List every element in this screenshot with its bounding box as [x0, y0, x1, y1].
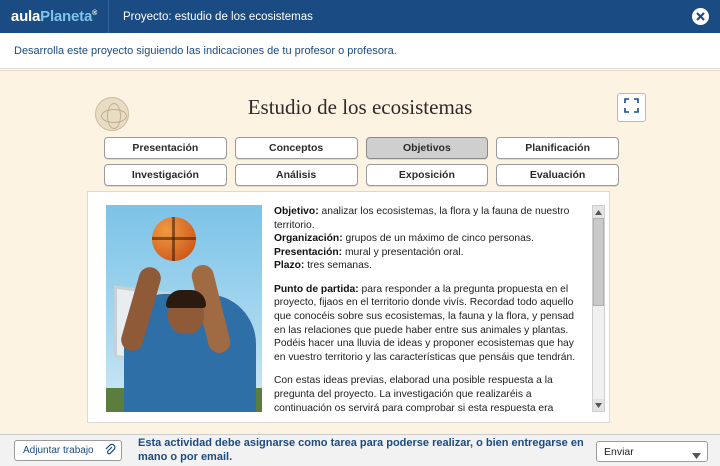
logo-planeta: Planeta: [40, 8, 93, 25]
label-organizacion: Organización:: [274, 233, 343, 245]
close-icon: [695, 11, 706, 22]
expand-button[interactable]: [617, 93, 646, 122]
basketball-photo: [106, 205, 262, 412]
logo-aula: aula: [10, 8, 41, 25]
paragraph-ideas-previas: [274, 374, 584, 412]
text-objetivo: analizar los ecosistemas, la flora y la fauna de nuestro territorio.: [274, 206, 570, 231]
page-title: Estudio de los ecosistemas: [247, 95, 473, 119]
paragraph-objetivos: [274, 205, 584, 273]
close-button[interactable]: [690, 6, 711, 27]
label-punto-de-partida: Punto de partida:: [274, 283, 359, 295]
logo-registered: ®: [92, 10, 98, 17]
text-ideas-previas: Con estas ideas previas, elaborad una posible respuesta a la pregunta del proyecto. La investigación que realizaréis a continuación os servirá para comprobar si esta respuesta era: [274, 375, 554, 412]
attach-icon: [103, 443, 116, 459]
attach-work-button[interactable]: [14, 440, 122, 461]
text-organizacion: grupos de un máximo de cinco personas.: [342, 233, 534, 245]
tab-row-2: [104, 164, 619, 186]
tab-presentacion[interactable]: Presentación: [104, 137, 227, 159]
document-area: [75, 79, 645, 429]
tab-analisis[interactable]: Análisis: [235, 164, 358, 186]
paragraph-punto-de-partida: [274, 283, 584, 364]
instruction-bar: [0, 33, 720, 69]
label-objetivo: Objetivo:: [274, 206, 319, 217]
activity-notice: Esta actividad debe asignarse como tarea para poderse realizar, o bien entregarse en mano o por email.: [138, 436, 584, 463]
scroll-down-button[interactable]: [593, 399, 604, 411]
text-presentacion: mural y presentación oral.: [342, 246, 464, 258]
text-plazo: tres semanas.: [304, 260, 372, 272]
aulaplaneta-logo[interactable]: [0, 0, 108, 33]
send-dropdown[interactable]: [596, 441, 708, 462]
tab-investigacion[interactable]: Investigación: [104, 164, 227, 186]
tab-conceptos[interactable]: Conceptos: [235, 137, 358, 159]
label-plazo: Plazo:: [274, 260, 305, 272]
bottom-bar: [0, 434, 720, 466]
tab-objetivos[interactable]: Objetivos: [366, 137, 489, 159]
tab-row-1: [104, 137, 619, 159]
label-presentacion: Presentación:: [274, 246, 343, 258]
scroll-up-button[interactable]: [593, 206, 604, 218]
top-bar: [0, 0, 720, 33]
attach-work-label: Adjuntar trabajo: [23, 445, 94, 456]
project-title: Proyecto: estudio de los ecosistemas: [123, 10, 313, 23]
tab-planificacion[interactable]: Planificación: [496, 137, 619, 159]
topbar-divider: [108, 0, 109, 33]
content-panel: [87, 191, 610, 423]
objectives-text: [274, 205, 584, 412]
panel-scrollbar[interactable]: [592, 205, 605, 412]
expand-icon: [624, 98, 639, 118]
content-canvas: [0, 70, 720, 434]
tab-evaluacion[interactable]: Evaluación: [496, 164, 619, 186]
logo-text: [11, 8, 97, 25]
chevron-down-icon: [692, 450, 701, 462]
instruction-text: Desarrolla este proyecto siguiendo las indicaciones de tu profesor o profesora.: [14, 44, 397, 57]
scroll-thumb[interactable]: [593, 218, 604, 306]
send-dropdown-label: Enviar: [604, 445, 634, 458]
text-punto-de-partida: para responder a la pregunta propuesta en el proyecto, fijaos en el territorio donde vivís. Recordad todo aquello que conocéis sobre sus ecosistemas, la fauna y la flora, y pensad en las relaciones que puede haber entre sus animales y plantas. Podéis hacer una lluvia de ideas y proponer ecosistemas que hay en vuestro territorio y las características que pensáis que tendrán.: [274, 283, 576, 363]
tab-exposicion[interactable]: Exposición: [366, 164, 489, 186]
